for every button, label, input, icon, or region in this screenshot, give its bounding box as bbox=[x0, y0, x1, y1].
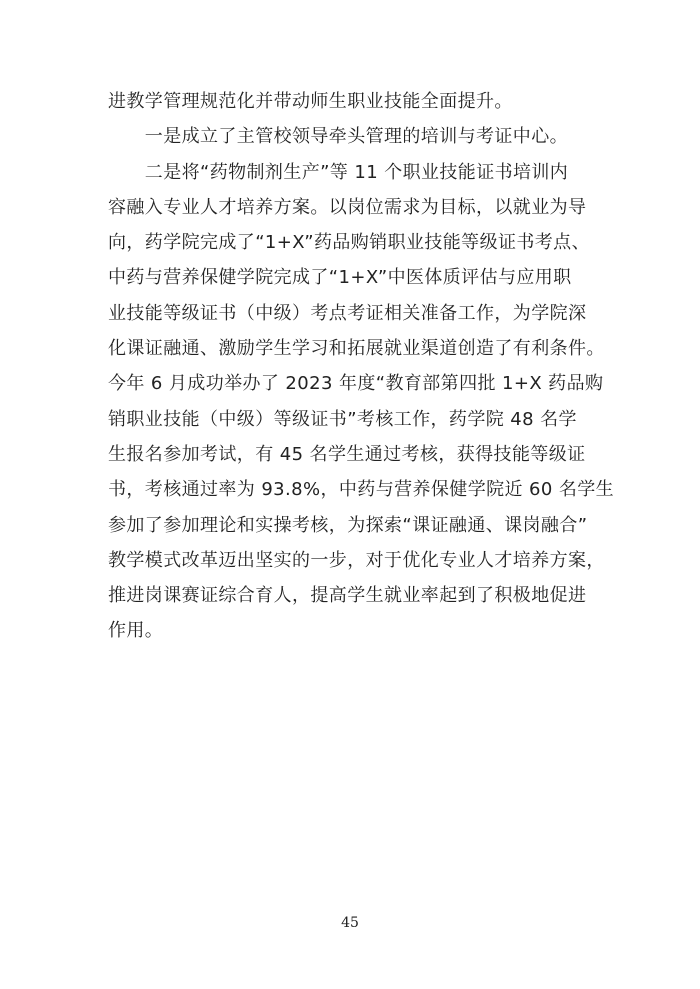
text-line: 化课证融通、激励学生学习和拓展就业渠道创造了有利条件。 bbox=[108, 338, 605, 360]
body-text bbox=[108, 84, 615, 649]
text-line: 业技能等级证书（中级）考点考证相关准备工作，为学院深 bbox=[108, 302, 587, 324]
text-line: 进教学管理规范化并带动师生职业技能全面提升。 bbox=[108, 91, 513, 112]
text-line: 书，考核通过率为 93.8%，中药与营养保健学院近 60 名学生 bbox=[108, 479, 615, 501]
text-line: 参加了参加理论和实操考核，为探索“课证融通、课岗融合” bbox=[108, 514, 588, 536]
text-line: 今年 6 月成功举办了 2023 年度“教育部第四批 1+X 药品购 bbox=[108, 373, 604, 395]
text-line: 向，药学院完成了“1+X”药品购销职业技能等级证书考点、 bbox=[108, 232, 590, 254]
text-line: 销职业技能（中级）等级证书”考核工作，药学院 48 名学 bbox=[108, 408, 577, 430]
text-line: 作用。 bbox=[108, 620, 164, 642]
text-line: 容融入专业人才培养方案。以岗位需求为目标，以就业为导 bbox=[108, 196, 587, 218]
text-line: 生报名参加考试，有 45 名学生通过考核，获得技能等级证 bbox=[108, 443, 586, 465]
text-line: 一是成立了主管校领导牵头管理的培训与考证中心。 bbox=[108, 126, 568, 148]
text-line: 教学模式改革迈出坚实的一步，对于优化专业人才培养方案， bbox=[108, 549, 605, 571]
text-line: 二是将“药物制剂生产”等 11 个职业技能证书培训内 bbox=[108, 161, 569, 183]
page-number: 45 bbox=[341, 915, 359, 931]
text-line: 推进岗课赛证综合育人，提高学生就业率起到了积极地促进 bbox=[108, 585, 587, 607]
text-line: 中药与营养保健学院完成了“1+X”中医体质评估与应用职 bbox=[108, 267, 572, 289]
